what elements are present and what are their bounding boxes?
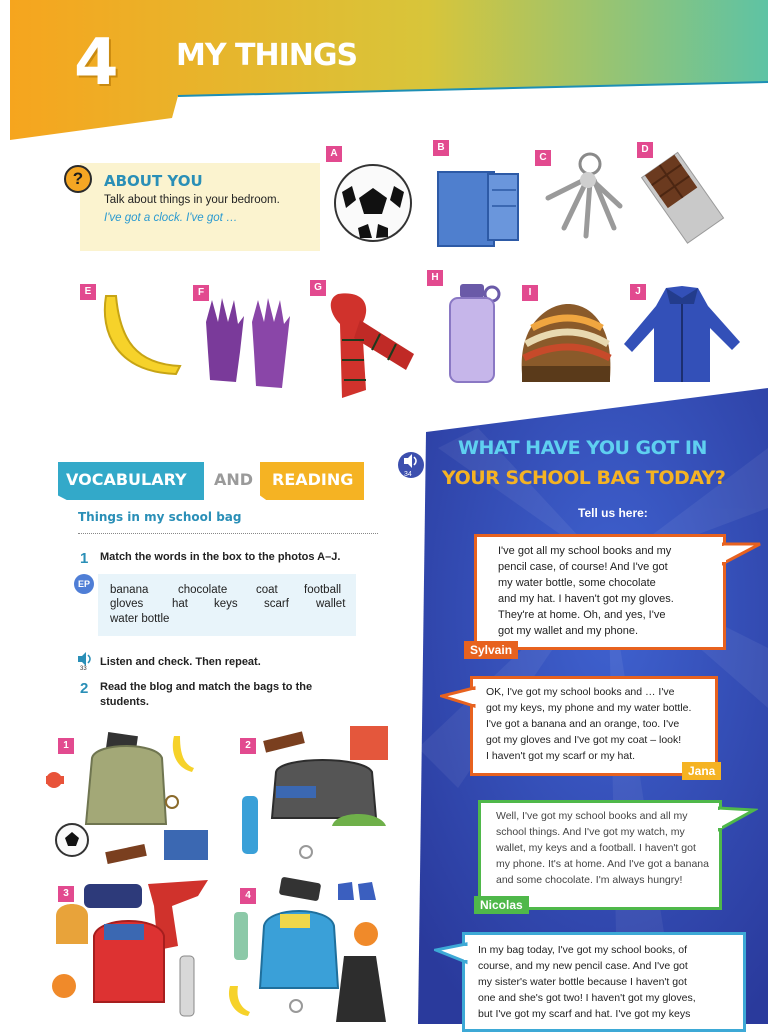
bubble-tail <box>440 684 476 710</box>
photo-label-a: A <box>326 146 342 162</box>
exercise-1-number: 1 <box>80 550 89 567</box>
blog-title-line1: WHAT HAVE YOU GOT IN <box>458 437 707 459</box>
bubble-tail <box>718 804 758 834</box>
bag-label-2: 2 <box>240 738 256 754</box>
gloves-photo <box>200 292 296 392</box>
unit-title: MY THINGS <box>176 38 358 73</box>
word-chocolate: chocolate <box>178 584 228 596</box>
question-icon: ? <box>64 165 92 193</box>
exercise-2-instruction-line1: Read the blog and match the bags to the <box>100 681 313 693</box>
about-you-instruction: Talk about things in your bedroom. <box>104 194 280 206</box>
exercise-2-instruction-line2: students. <box>100 696 149 708</box>
and-label: AND <box>214 470 254 489</box>
bag-3-photo <box>48 876 218 1022</box>
bubble-tail <box>722 540 762 568</box>
divider <box>78 533 378 534</box>
about-you-heading: ABOUT YOU <box>104 172 203 190</box>
word-gloves: gloves <box>110 598 144 610</box>
word-coat: coat <box>256 584 278 596</box>
reading-label: READING <box>272 470 354 489</box>
word-banana: banana <box>110 584 149 596</box>
exercise-1-instruction: Match the words in the box to the photos A–J. <box>100 551 341 563</box>
post-4-text: In my bag today, I've got my school books, of course, and my new pencil case. And I've got my sister's water bottle because I haven't got one and she's got two! I haven't got my gloves, but I've got my scarf and hat. I've got my keys <box>478 944 696 1020</box>
bag-label-1: 1 <box>58 738 74 754</box>
bag-label-4: 4 <box>240 888 256 904</box>
word-keys: keys <box>214 598 238 610</box>
bag-1-photo <box>46 732 216 864</box>
photo-label-d: D <box>637 142 653 158</box>
scarf-photo <box>320 290 420 406</box>
speaker-icon[interactable] <box>402 452 420 470</box>
bag-label-3: 3 <box>58 886 74 902</box>
blog-title-line2: YOUR SCHOOL BAG TODAY? <box>442 467 726 489</box>
photo-label-g: G <box>310 280 326 296</box>
bag-4-photo <box>226 876 394 1022</box>
blog-tell-us: Tell us here: <box>578 506 648 520</box>
photo-label-h: H <box>427 270 443 286</box>
banana-photo <box>96 292 182 382</box>
word-football: football <box>304 584 342 596</box>
photo-label-j: J <box>630 284 646 300</box>
section-subheading: Things in my school bag <box>78 510 242 524</box>
post-jana-text: OK, I've got my school books and … I've got my keys, my phone and my water bottle. I've got a banana and an orange, too. I've got my gloves and I've got my coat – look! I haven't got my scarf or my hat. <box>486 686 692 762</box>
ep-badge: EP <box>74 574 94 594</box>
chocolate-photo <box>634 150 730 244</box>
hat-photo <box>518 300 614 386</box>
word-water-bottle: water bottle <box>110 613 170 625</box>
football-photo <box>332 162 414 244</box>
keys-photo <box>534 150 624 244</box>
word-hat: hat <box>172 598 188 610</box>
wallet-photo <box>436 168 522 250</box>
post-nicolas-text: Well, I've got my school books and all my school things. And I've got my watch, my wallet, my keys and a football. I haven't got my phone. It's at home. And I've got a banana and some chocolate. I'm always hungry! <box>496 810 709 886</box>
photo-label-e: E <box>80 284 96 300</box>
photo-label-f: F <box>193 285 209 301</box>
bag-2-photo <box>236 726 396 864</box>
blog-audio-track: 34 <box>404 471 412 478</box>
about-you-example: I've got a clock. I've got … <box>104 212 238 224</box>
coat-photo <box>622 284 744 384</box>
word-wallet: wallet <box>316 598 346 610</box>
water-bottle-photo <box>446 282 506 384</box>
photo-label-i: I <box>522 285 538 301</box>
bubble-tail <box>434 940 468 966</box>
unit-number: 4 <box>74 26 119 100</box>
vocabulary-label: VOCABULARY <box>66 470 187 489</box>
post-sylvain-text: I've got all my school books and my pencil case, of course! And I've got my water bottle, some chocolate and my hat. I haven't got my gloves. They're at home. Oh, and yes, I've got my wallet and my phone. <box>498 545 674 637</box>
exercise-2-number: 2 <box>80 680 89 697</box>
post-jana-name: Jana <box>682 762 721 780</box>
audio-track-number: 33 <box>80 666 87 672</box>
post-nicolas-name: Nicolas <box>474 896 529 914</box>
word-scarf: scarf <box>264 598 289 610</box>
photo-label-b: B <box>433 140 449 156</box>
photo-label-c: C <box>535 150 551 166</box>
post-sylvain-name: Sylvain <box>464 641 518 659</box>
listen-instruction: Listen and check. Then repeat. <box>100 656 261 668</box>
